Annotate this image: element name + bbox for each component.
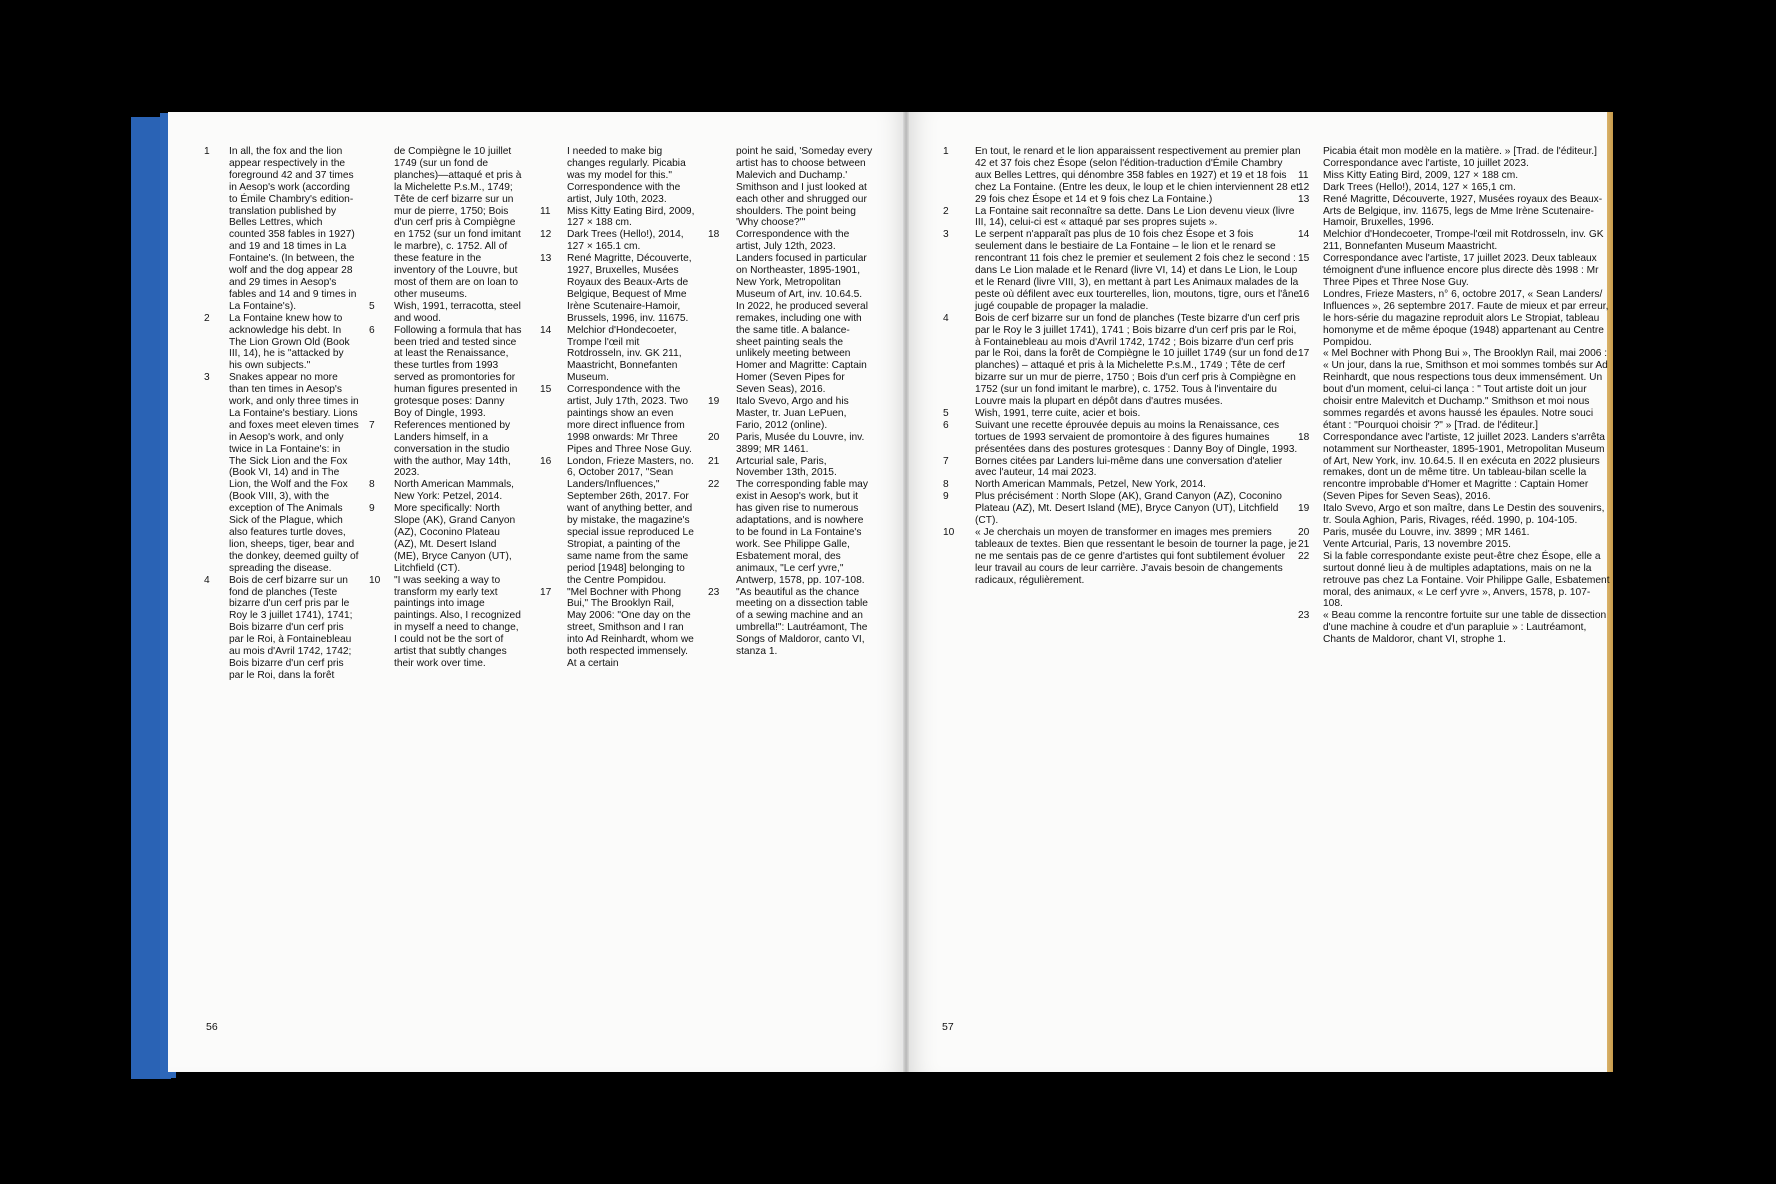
footnote-number [1298,146,1323,170]
footnote [540,325,695,385]
footnote [943,491,1301,527]
footnote [204,372,359,574]
notes-column-fr-1 [943,146,1301,587]
footnote-text: North American Mammals, Petzel, New York, 2014. [975,479,1207,491]
footnote-text: Picabia était mon modèle en la matière. » [Trad. de l'éditeur.] Correspondance avec l'artiste, 10 juillet 2023. [1323,146,1597,169]
footnote [204,313,359,373]
footnote-number: 15 [1298,253,1310,265]
footnote-text: Si la fable correspondante existe peut-être chez Ésope, elle a surtout donné lieu à de multiples adaptations, mais on ne la retrouve pas chez La Fontaine. Voir Philippe Galle, Esbatement moral, des animaux, « Le cerf yvre », Anvers, 1578, p. 107-108. [1323,550,1610,610]
footnote [1298,610,1610,646]
notes-column-en-1 [204,146,359,682]
footnote-text: Snakes appear no more than ten times in Aesop's work, and only three times in La Fontaine's bestiary. Lions and foxes meet eleven times in Aesop's work, and only twice in La Fontaine's: in The Sick Lion and the Fox (Book VI, 14) and in The Lion, the Wolf and the Fox (Book VIII, 3), with the exception of The Animals Sick of the Plague, which also features turtle doves, lion, sheeps, tiger, bear and the donkey, deemed guilty of spreading the disease. [229,372,359,574]
footnote-number: 18 [1298,431,1310,443]
footnote-number: 7 [943,455,949,467]
footnote [1298,146,1610,170]
footnote [540,206,695,230]
footnote-text: "As beautiful as the chance meeting on a dissection table of a sewing machine and an umbrella!": Lautréamont, The Songs of Maldoror, canto VI, stanza 1. [736,586,868,658]
footnote-number: 9 [943,491,949,503]
notes-column-en-3 [540,146,695,670]
footnote-number: 7 [369,419,375,431]
footnote [1298,229,1610,253]
footnote [943,229,1301,312]
footnote-text: Italo Svevo, Argo and his Master, tr. Juan LePuen, Fario, 2012 (online). [736,396,849,431]
footnote [943,146,1301,206]
footnote [708,479,873,586]
footnote-number: 6 [369,324,375,336]
footnote-number: 10 [943,527,955,538]
footnote [708,229,873,396]
footnote-text: Paris, musée du Louvre, inv. 3899 ; MR 1461. [1323,527,1530,538]
footnote [943,408,1301,420]
footnote-number [708,146,736,229]
footnote-number: 6 [943,419,949,431]
book-gutter [903,112,909,1072]
footnote-text: En tout, le renard et le lion apparaissent respectivement au premier plan 42 et 37 fois chez Ésope (selon l'édition-traduction d'Émile Chambry aux Belles Lettres, qui dénombre 358 fables en 1927) et 19 et 18 fois chez La Fontaine. (Entre les deux, le loup et le chien interviennent 28 et 29 fois chez Ésope et 14 et 9 fois chez La Fontaine.) [975,146,1301,205]
footnote-text: René Magritte, Découverte, 1927, Bruxelles, Musées Royaux des Beaux-Arts de Belgique, Bequest of Mme Irène Scutenaire-Hamoir, Brussels, 1996, inv. 11675. [567,253,692,324]
footnote [1298,503,1610,527]
footnote-text: I needed to make big changes regularly. Picabia was my model for this." Correspondence with the artist, July 10th, 2023. [567,146,686,205]
footnote [943,206,1301,230]
footnote-text: Artcurial sale, Paris, November 13th, 2015. [736,455,837,479]
footnote-number: 4 [204,574,210,586]
footnote-number: 18 [708,229,720,241]
footnote-number: 1 [943,146,949,157]
footnote-number: 17 [1298,348,1310,360]
footnote-number: 19 [708,396,720,408]
footnote-text: « Mel Bochner with Phong Bui », The Brooklyn Rail, mai 2006 : « Un jour, dans la rue, Smithson et moi sommes tombés sur Ad Reinhardt, que nous respections tous deux immensément. Un bout d'un moment, celui-ci lança : " Tout artiste doit un jour choisir entre Malevitch et Duchamp." Smithson et moi nous sommes regardés et avons haussé les épaules. Notre souci étant : "Pourquoi choisir ?" » [Trad. de l'éditeur.] [1323,348,1608,431]
footnote [369,146,524,301]
footnote-text: Correspondence with the artist, July 12th, 2023. Landers focused in particular on Northeaster, 1895-1901, New York, Metropolitan Museum of Art, inv. 10.64.5. In 2022, he produced several remakes, including one with the same title. A balance-sheet painting seals the unlikely meeting between Homer and Magritte: Captain Homer (Seven Pipes for Seven Seas), 2016. [736,229,868,396]
footnote-number: 15 [540,384,552,396]
footnote-number: 11 [540,205,551,217]
page-number-right: 57 [942,1021,954,1033]
footnote [540,146,695,206]
footnote-text: Correspondence with the artist, July 17th, 2023. Two paintings show an even more direct influence from 1998 onwards: Mr Three Pipes and Three Nose Guy. [567,384,692,455]
footnote-text: de Compiègne le 10 juillet 1749 (sur un fond de planches)—attaqué et pris à la Michelette P.s.M., 1749; Tête de cerf bizarre sur un mur de pierre, 1750; Bois d'un cerf pris à Compiègne en 1752 (sur un fond imitant le marbre), c. 1752. All of these feature in the inventory of the Louvre, but most of them are on loan to other museums. [394,146,522,300]
footnote [1298,194,1610,230]
footnote [369,503,524,574]
notes-column-fr-2 [1298,146,1610,646]
footnote [708,146,873,229]
notes-column-en-2 [369,146,524,670]
footnote-text: References mentioned by Landers himself, in a conversation in the studio with the author, May 14th, 2023. [394,419,511,479]
footnote [1298,289,1610,349]
footnote-text: Plus précisément : North Slope (AK), Grand Canyon (AZ), Coconino Plateau (AZ), Mt. Desert Island (ME), Bryce Canyon (UT), Litchfield (CT). [975,491,1282,527]
footnote-text: Wish, 1991, terracotta, steel and wood. [394,300,521,324]
footnote [1298,348,1610,431]
footnote-number: 22 [708,479,720,491]
footnote [369,301,524,325]
footnote-text: Following a formula that has been tried and tested since at least the Renaissance, these turtles from 1993 served as promontories for human figures presented in grotesque poses: Danny Boy of Dingle, 1993. [394,324,522,419]
footnote-text: Dark Trees (Hello!), 2014, 127 × 165,1 cm. [1323,181,1516,193]
footnote-number: 21 [708,455,720,467]
footnote-text: Le serpent n'apparaît pas plus de 10 fois chez Ésope et 3 fois seulement dans le bestiaire de La Fontaine – le lion et le renard se rencontrant 11 fois chez le premier et seulement 2 fois chez le second : dans Le Lion malade et le Renard (livre VI, 14) et dans Le Lion, le Loup et le Renard (livre VIII, 3), en mettant à part Les Animaux malades de la peste où défilent avec eux tourterelles, lion, moutons, tigre, ours et l'âne jugé coupable de propager la maladie. [975,229,1300,312]
footnote [540,587,695,670]
footnote [1298,432,1610,503]
footnote-number: 14 [1298,229,1310,241]
footnote [1298,170,1610,182]
footnote-text: More specifically: North Slope (AK), Grand Canyon (AZ), Coconino Plateau (AZ), Mt. Desert Island (ME), Bryce Canyon (UT), Litchfield (CT). [394,503,516,574]
footnote-text: Italo Svevo, Argo et son maître, dans Le Destin des souvenirs, tr. Soula Aghion, Paris, Rivages, rééd. 1990, p. 104-105. [1323,503,1605,527]
footnote-number: 5 [369,300,375,312]
footnote-text: Suivant une recette éprouvée depuis au moins la Renaissance, ces tortues de 1993 servaient de promontoire à des figures humaines présentées dans des postures grotesques : Danny Boy of Dingle, 1993. [975,419,1298,455]
footnote-text: « Je cherchais un moyen de transformer en images mes premiers tableaux de textes. Bien que ressentant le besoin de tourner la page, je ne me sentais pas de ce genre d'artistes qui font subtilement évoluer leur travail au cours de leur carrière. J'avais besoin de changements radicaux, régulièrement. [975,527,1297,586]
footnote-number: 8 [943,479,949,491]
footnote-number: 16 [1298,288,1310,300]
footnote-text: Miss Kitty Eating Bird, 2009, 127 × 188 cm. [567,205,695,229]
footnote-text: Vente Artcurial, Paris, 13 novembre 2015. [1323,538,1512,550]
footnote-number: 13 [1298,193,1310,205]
footnote-number: 3 [943,229,949,241]
footnote [1298,182,1610,194]
footnote-number [540,146,567,206]
footnote [540,253,695,324]
footnote-number: 2 [204,312,210,324]
footnote [369,325,524,420]
footnote [708,432,873,456]
footnote-number: 12 [540,229,552,241]
footnote-number: 22 [1298,550,1310,562]
footnote-text: « Beau comme la rencontre fortuite sur une table de dissection d'une machine à coudre et d'un parapluie » : Lautréamont, Chants de Maldoror, chant VI, strophe 1. [1323,610,1607,646]
footnote [204,575,359,682]
footnote-text: Dark Trees (Hello!), 2014, 127 × 165.1 cm. [567,229,684,253]
footnote [369,479,524,503]
footnote [540,229,695,253]
footnote-number: 17 [540,586,552,598]
footnote [204,146,359,313]
footnote-text: La Fontaine sait reconnaître sa dette. Dans Le Lion devenu vieux (livre III, 14), celui-ci est « attaqué par ses propres sujets ». [975,205,1295,229]
footnote-number: 9 [369,503,375,515]
footnote-number: 4 [943,312,949,324]
footnote-number: 20 [708,431,720,443]
footnote-number: 12 [1298,181,1310,193]
footnote [708,396,873,432]
footnote-text: North American Mammals, New York: Petzel, 2014. [394,479,515,503]
notes-column-en-4 [708,146,873,658]
footnote-number: 1 [204,146,210,157]
footnote-text: point he said, 'Someday every artist has to choose between Malevich and Duchamp.' Smithson and I just looked at each other and shrugged our shoulders. The point being 'Why choose?'" [736,146,873,229]
footnote [540,456,695,587]
footnote [943,479,1301,491]
footnote-number [369,146,394,301]
footnote-number: 23 [708,586,720,598]
page-number-left: 56 [206,1021,218,1033]
footnote-text: René Magritte, Découverte, 1927, Musées royaux des Beaux-Arts de Belgique, inv. 11675, legs de Mme Irène Scutenaire-Hamoir, Bruxelles, 1996. [1323,193,1603,229]
footnote-text: Correspondance avec l'artiste, 12 juillet 2023. Landers s'arrêta notamment sur Northeaster, 1895-1901, Metropolitan Museum of Art, New York, inv. 10.64.5. Il en exécuta en 2022 plusieurs remakes, dont un de même titre. Un tableau-bilan scelle la rencontre improbable d'Homer et Magritte : Captain Homer (Seven Pipes for Seven Seas), 2016. [1323,431,1605,503]
footnote-number: 20 [1298,527,1310,538]
footnote-number: 21 [1298,538,1310,550]
footnote-text: Correspondance avec l'artiste, 17 juillet 2023. Deux tableaux témoignent d'une influence encore plus directe dès 1998 : Mr Three Pipes et Three Nose Guy. [1323,253,1599,288]
footnote-text: Melchior d'Hondecoeter, Trompe l'œil mit Rotdrosseln, inv. GK 211, Maastricht, Bonnefanten Museum. [567,324,682,384]
footnote-number: 19 [1298,503,1310,515]
footnote-text: Miss Kitty Eating Bird, 2009, 127 × 188 cm. [1323,169,1519,181]
footnote [943,456,1301,480]
footnote-number: 11 [1298,169,1309,181]
footnote [708,587,873,658]
footnote [540,384,695,455]
footnote-text: Wish, 1991, terre cuite, acier et bois. [975,407,1141,419]
footnote-text: Paris, Musée du Louvre, inv. 3899; MR 1461. [736,431,865,455]
footnote [708,456,873,480]
footnote-number: 23 [1298,610,1310,622]
footnote-text: La Fontaine knew how to acknowledge his debt. In The Lion Grown Old (Book III, 14), he is "attacked by his own subjects." [229,312,350,372]
footnote-text: In all, the fox and the lion appear respectively in the foreground 42 and 37 times in Aesop's work (according to Émile Chambry's edition-translation published by Belles Lettres, which counted 358 fables in 1927) and 19 and 18 times in La Fontaine's. (In between, the wolf and the dog appear 28 and 29 times in Aesop's fables and 14 and 9 times in La Fontaine's). [229,146,357,312]
footnote [1298,253,1610,289]
footnote-number: 2 [943,205,949,217]
footnote-text: "Mel Bochner with Phong Bui," The Brooklyn Rail, May 2006: "One day on the street, Smithson and I ran into Ad Reinhardt, whom we both respected immensely. At a certain [567,586,694,669]
footnote-text: Londres, Frieze Masters, n° 6, octobre 2017, « Sean Landers/ Influences », 26 septembre 2017. Faute de mieux et par erreur, le hors-série du magazine reproduit alors Le Stropiat, tableau homonyme et de même époque (1948) appartenant au Centre Pompidou. [1323,288,1609,348]
footnote-text: Bois de cerf bizarre sur un fond de planches (Teste bizarre d'un cerf pris par le Roy le 3 juillet 1741), 1741 ; Bois bizarre d'un cerf pris par le Roi, à Fontainebleau au mois d'Avril 1742, 1742 ; Bois bizarre d'un cerf pris par le Roi, dans la forêt de Compiègne le 10 juillet 1749 (sur un fond de planches) – attaqué et pris à la Michelette P.s.M., 1749 ; Tête de cerf bizarre sur un mur de pierre, 1750 ; Bois d'un cerf pris à Compiègne en 1752 (sur un fond imitant le marbre), c. 1752. Tous à l'inventaire du Louvre mais la plupart en dépôt dans d'autres musées. [975,312,1300,408]
footnote-text: The corresponding fable may exist in Aesop's work, but it has given rise to numerous adaptations, and is nowhere to be found in La Fontaine's work. See Philippe Galle, Esbatement moral, des animaux, "Le cerf yvre," Antwerp, 1578, pp. 107-108. [736,479,868,586]
footnote-number: 10 [369,574,381,586]
footnote-number: 13 [540,253,552,265]
footnote [943,313,1301,408]
footnote-number: 16 [540,455,552,467]
footnote [1298,539,1610,551]
footnote-text: "I was seeking a way to transform my early text paintings into image paintings. Also, I recognized in myself a need to change, I could not be the sort of artist that subtly changes their work over time. [394,574,521,669]
footnote-number: 14 [540,324,552,336]
footnote-number: 5 [943,407,949,419]
footnote-text: Melchior d'Hondecoeter, Trompe-l'œil mit Rotdrosseln, inv. GK 211, Bonnefanten Museum Maastricht. [1323,229,1604,253]
footnote-number: 8 [369,479,375,491]
footnote-text: Bornes citées par Landers lui-même dans une conversation d'atelier avec l'auteur, 14 mai 2023. [975,455,1283,479]
footnote [369,575,524,670]
footnote [943,527,1301,587]
footnote-text: Bois de cerf bizarre sur un fond de planches (Teste bizarre d'un cerf pris par le Roy le 3 juillet 1741), 1741; Bois bizarre d'un cerf pris par le Roi, à Fontainebleau au mois d'Avril 1742, 1742; Bois bizarre d'un cerf pris par le Roi, dans la forêt [229,574,353,681]
footnote [943,420,1301,456]
footnote [1298,551,1610,611]
footnote [1298,527,1610,539]
footnote-number: 3 [204,372,210,384]
footnote [369,420,524,480]
footnote-text: London, Frieze Masters, no. 6, October 2017, "Sean Landers/Influences," September 26th, 2017. For want of anything better, and by mistake, the magazine's special issue reproduced Le Stropiat, a painting of the same name from the same period [1948] belonging to the Centre Pompidou. [567,455,694,586]
